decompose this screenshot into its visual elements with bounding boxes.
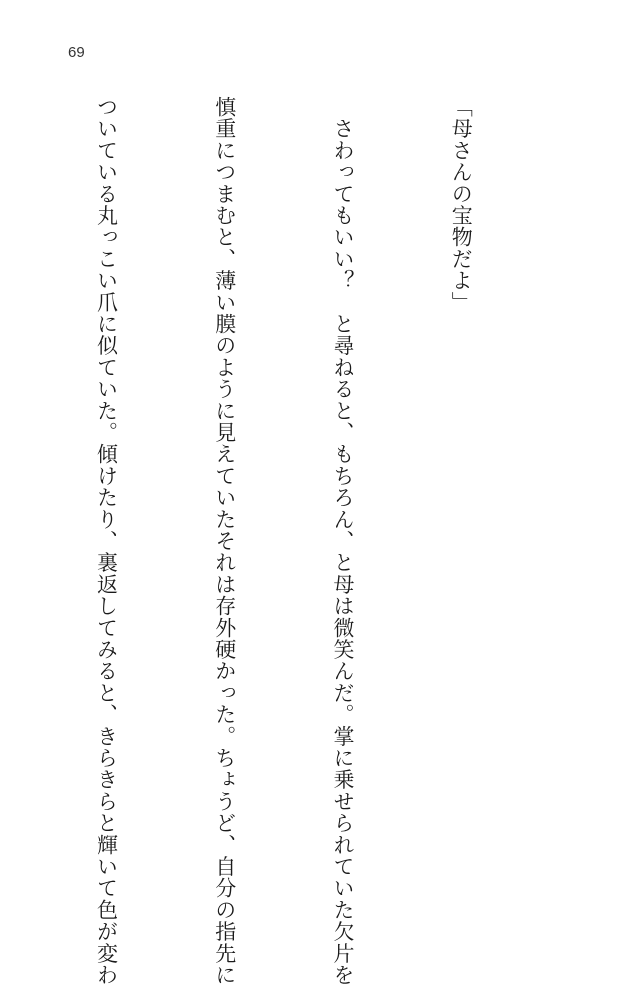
- text-line: 慎重につまむと、薄い膜のように見えていたそれは存外硬かった。ちょうど、自分の指先に: [212, 96, 237, 986]
- text-line: [0, 96, 7, 886]
- page-number: 69: [68, 44, 85, 61]
- text-line: ついている丸っこい爪に似ていた。傾けたり、裏返してみると、きらきらと輝いて色が変わ: [94, 96, 119, 986]
- text-line: さわってもいい？ と尋ねると、もちろん、と母は微笑んだ。掌に乗せられていた欠片を: [330, 96, 355, 986]
- text-line: 「母さんの宝物だよ」: [449, 96, 474, 313]
- vertical-text-body: [0, 96, 559, 986]
